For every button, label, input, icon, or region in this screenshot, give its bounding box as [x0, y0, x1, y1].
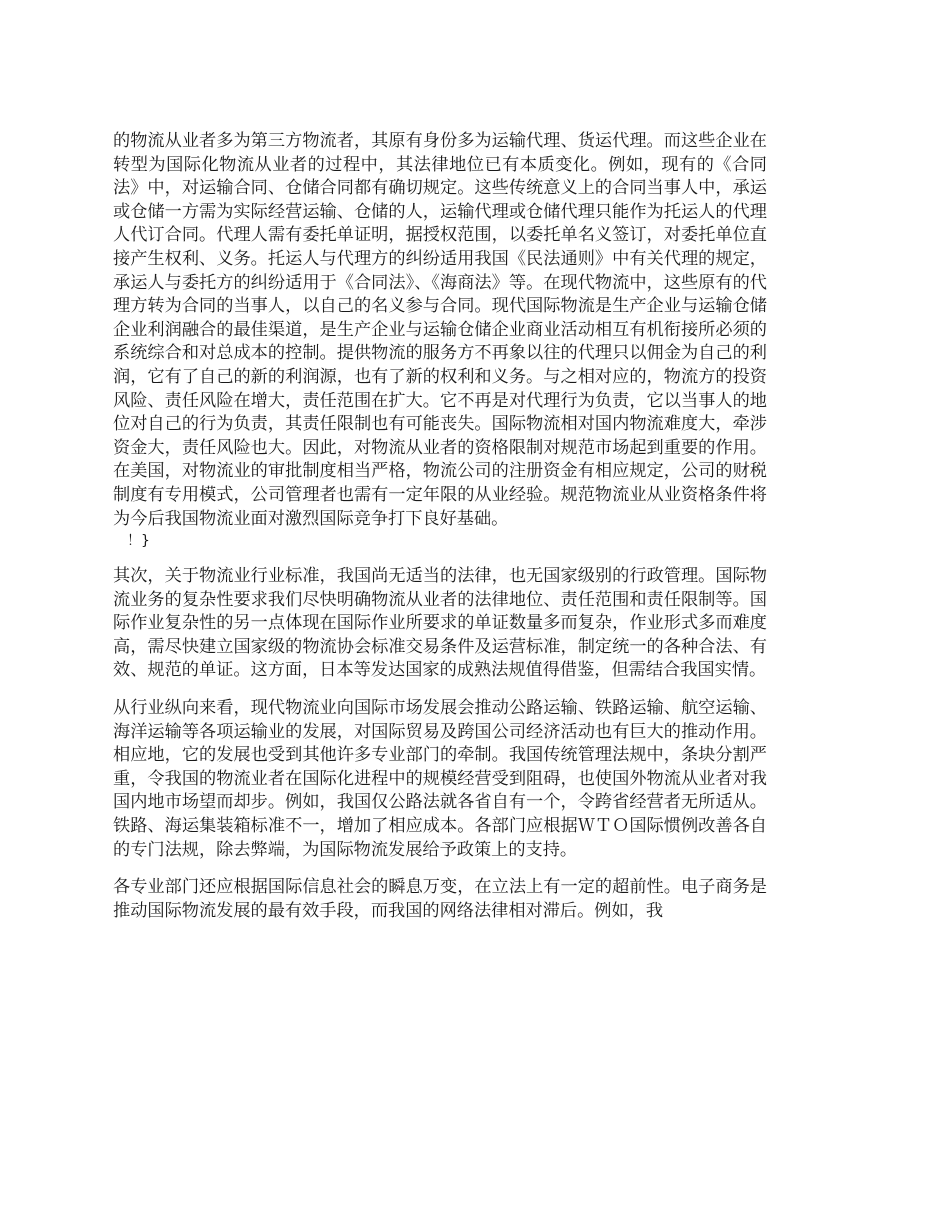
paragraph-vertical-industry: 从行业纵向来看，现代物流业向国际市场发展会推动公路运输、铁路运输、航空运输、海洋运输等各项运输业的发展，对国际贸易及跨国公司经济活动也有巨大的推动作用。相应地，它的发展也受到其他许多专业部门的牵制。我国传统管理法规中，条块分割严重，令我国的物流业者在国际化进程中的规模经营受到阻碍，也使国外物流从业者对我国内地市场望而却步。例如，我国仅公路法就各省自有一个，令跨省经营者无所适从。铁路、海运集装箱标准不一，增加了相应成本。各部门应根据ＷＴＯ国际惯例改善各自的专门法规，除去弊端，为国际物流发展给予政策上的支持。 — [113, 698, 767, 860]
paragraph-industry-standards: 其次，关于物流业行业标准，我国尚无适当的法律，也无国家级别的行政管理。国际物流业务的复杂性要求我们尽快明确物流从业者的法律地位、责任范围和责任限制等。国际作业复杂性的另一点体现在国际作业所要求的单证数量多而复杂，作业形式多而难度高，需尽快建立国家级的物流协会标准交易条件及运营标准，制定统一的各种合法、有效、规范的单证。这方面，日本等发达国家的成熟法规值得借鉴，但需结合我国实情。 — [113, 566, 767, 681]
paragraph-legislation-ecommerce: 各专业部门还应根据国际信息社会的瞬息万变，在立法上有一定的超前性。电子商务是推动国际物流发展的最有效手段，而我国的网络法律相对滞后。例如，我 — [113, 877, 767, 921]
paragraph-logistics-qualification: 的物流从业者多为第三方物流者，其原有身份多为运输代理、货运代理。而这些企业在转型为国际化物流从业者的过程中，其法律地位已有本质变化。例如，现有的《合同法》中，对运输合同、仓储合同都有确切规定。这些传统意义上的合同当事人中，承运或仓储一方需为实际经营运输、仓储的人，运输代理或仓储代理只能作为托运人的代理人代订合同。代理人需有委托单证明，据授权范围，以委托单名义签订，对委托单位直接产生权利、义务。托运人与代理方的纠纷适用我国《民法通则》中有关代理的规定，承运人与委托方的纠纷适用于《合同法》、《海商法》等。在现代物流中，这些原有的代理方转为合同的当事人，以自己的名义参与合同。现代国际物流是生产企业与运输仓储企业利润融合的最佳渠道，是生产企业与运输仓储企业商业活动相互有机衔接所必须的系统综合和对总成本的控制。提供物流的服务方不再象以往的代理只以佣金为自己的利润，它有了自己的新的利润源，也有了新的权利和义务。与之相对应的，物流方的投资风险、责任风险在增大，责任范围在扩大。它不再是对代理行为负责，它以当事人的地位对自己的行为负责，其责任限制也有可能丧失。国际物流相对国内物流难度大，牵涉资金大，责任风险也大。因此，对物流从业者的资格限制对规范市场起到重要的作用。在美国，对物流业的审批制度相当严格，物流公司的注册资金有相应规定，公司的财税制度有专用模式，公司管理者也需有一定年限的从业经验。规范物流业从业资格条件将为今后我国物流业面对激烈国际竞争打下良好基础。 — [113, 131, 767, 529]
stray-marker: ！} — [127, 533, 150, 550]
document-page — [113, 130, 767, 923]
